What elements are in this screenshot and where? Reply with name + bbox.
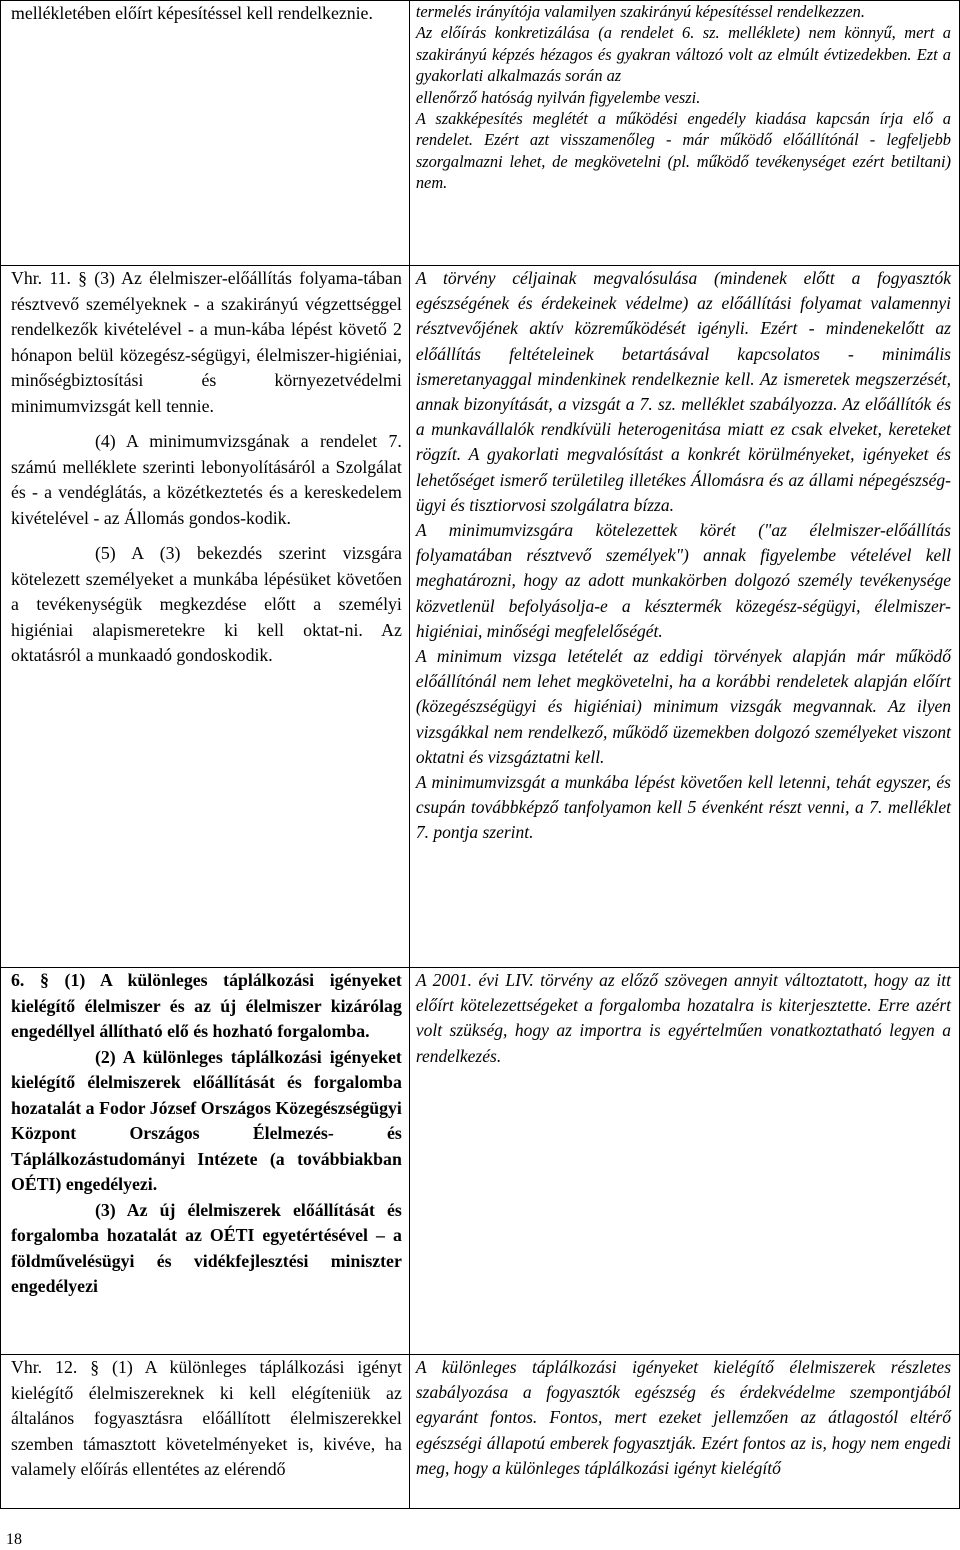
commentary-paragraph: ellenőrző hatóság nyilván figyelembe veszi. — [415, 87, 701, 107]
table-row-2 — [1, 266, 960, 968]
commentary-paragraph: Az előírás konkretizálása (a rendelet 6. sz. melléklete) nem könnyű, mert a szakirányú képzés hézagos és gyakran változó volt az elmúlt évtizedekben. Ezt a gyakorlati alkalmazás során az — [415, 23, 951, 86]
commentary-paragraph: A 2001. évi LIV. törvény az előző szövegen annyit változtatott, hogy az itt előírt kötelezettségeket a forgalomba hozatalra is kiterjesztette. Erre azért volt szükség, hogy az importra is egyértelműen vonatkoztatható legyen a rendelkezés. — [415, 970, 951, 1066]
law-paragraph: Vhr. 11. § (3) Az élelmiszer-előállítás folyama-tában résztvevő személyeknek - a szakirányú végzettséggel rendelkezők kivételével - a mun-kába lépést követő 2 hónapon belül közegész-ségügyi, élelmiszer-higiéniai, minőségbiztosítási és környezetvédelmi minimumvizsgát kell tennie. — [11, 268, 402, 416]
commentary-paragraph: A törvény céljainak megvalósulása (mindenek előtt a fogyasztók egészségének és érdekeinek védelme) az előállítási folyamat valamennyi résztvevőjének aktív közreműködését igényli. Ezért - mindenekelőtt az előállítás feltételeinek betartásával kapcsolatos - minimális ismeretanyaggal mindenkinek rendelkeznie kell. Az ismeretek megszerzését, annak bizonyítását, a vizsgát a 7. sz. melléklet szabályozza. Az előállítók és a munkavállalók rendkívüli heterogenitása miatt ez csak elveket, kereteket rögzít. A gyakorlati megvalósítást a konkrét körülményeket, igényeket és lehetőséget ismerő területileg illetékes Állomásra és az állami népegészség-ügyi és tisztiorvosi szolgálatra bízza. — [415, 268, 951, 515]
commentary-paragraph: termelés irányítója valamilyen szakirányú képesítéssel rendelkezzen. — [415, 2, 865, 21]
law-text-cell — [1, 968, 410, 1355]
law-paragraph: (4) A minimumvizsgának a rendelet 7. számú melléklete szerinti lebonyolításáról a Szolgálat és - a vendéglátás, a közétkeztetés és a kereskedelem kivételével - az Állomás gondos-kodik. — [11, 431, 402, 528]
commentary-paragraph: A szakképesítés meglétét a működési engedély kiadása kapcsán írja elő a rendelet. Ezért azt visszamenőleg - már működő előállítónál - legfeljebb szorgalmazni lehet, de megkövetelni (pl. működő tevékenységet ezért betiltani) nem. — [415, 109, 951, 193]
law-paragraph: 6. § (1) A különleges táplálkozási igényeket kielégítő élelmiszer és az új élelmiszer kizárólag engedéllyel állítható elő és hozható forgalomba. — [11, 970, 402, 1041]
law-paragraph: (5) A (3) bekezdés szerint vizsgára kötelezett személyeket a munkába lépésüket követően a tevékenységük megkezdése előtt a személyi higiéniai alapismeretekre ki kell oktat-ni. Az oktatásról a munkaadó gondoskodik. — [11, 543, 402, 665]
law-paragraph: Vhr. 12. § (1) A különleges táplálkozási igényt kielégítő élelmiszereknek ki kell elégíteniük az általános fogyasztásra előállított élelmiszerekkel szemben támasztott követelményeket is, kivéve, ha valamely előírás ellentétes az elérendő — [11, 1357, 402, 1479]
commentary-paragraph: A minimum vizsga letételét az eddigi törvények alapján már működő előállítónál nem lehet megkövetelni, ha a korábbi rendeletek alapján előírt (közegészségügyi és higiéniai) minimum vizsgák megvannak. Az ilyen vizsgákkal nem rendelkező, működő üzemekben dolgozó személyeket viszont oktatni és vizsgáztatni kell. — [415, 646, 951, 767]
law-text-cell — [1, 266, 410, 968]
commentary-cell — [409, 1, 959, 266]
commentary-paragraph: A minimumvizsgára kötelezettek körét ("az élelmiszer-előállítás folyamatában résztvevő személyek") annak figyelembe vételével kell meghatározni, hogy az adott munkakörben dolgozó személy tevékenysége közvetlenül befolyásolja-e a késztermék közegész-ségügyi, élelmiszer-higiéniai, minőségi megfelelőségét. — [415, 520, 951, 641]
commentary-cell — [409, 1355, 959, 1509]
commentary-paragraph: A különleges táplálkozási igényeket kielégítő élelmiszerek részletes szabályozása a fogyasztók egészség és érdekvédelme szempontjából egyaránt fontos. Fontos, mert ezeket jellemzően az átlagostól eltérő egészségi állapotú emberek fogyasztják. Ezért fontos az is, hogy nem engedi meg, hogy a különleges táplálkozási igényt kielégítő — [415, 1357, 951, 1478]
law-paragraph: mellékletében előírt képesítéssel kell rendelkeznie. — [11, 3, 373, 23]
table-row-1 — [1, 1, 960, 266]
commentary-cell — [409, 968, 959, 1355]
commentary-cell — [409, 266, 959, 968]
law-text-cell — [1, 1355, 410, 1509]
table-row-3 — [1, 968, 960, 1355]
law-paragraph: (3) Az új élelmiszerek előállítását és forgalomba hozatalát az OÉTI egyetértésével – a földművelésügyi és vidékfejlesztési miniszter engedélyezi — [11, 1199, 402, 1296]
law-text-cell — [1, 1, 410, 266]
law-paragraph: (2) A különleges táplálkozási igényeket kielégítő élelmiszerek előállítását és forgalomba hozatalát a Fodor József Országos Közegészségügyi Központ Országos Élelmezés- és Táplálkozástudományi Intézete (a továbbiakban OÉTI) engedélyezi. — [11, 1046, 402, 1194]
commentary-paragraph: A minimumvizsgát a munkába lépést követően kell letenni, tehát egyszer, és csupán továbbképző tanfolyamon kell 5 évenként részt venni, a 7. melléklet 7. pontja szerint. — [415, 772, 951, 843]
page-number: 18 — [6, 1531, 22, 1548]
table-row-4 — [1, 1355, 960, 1509]
